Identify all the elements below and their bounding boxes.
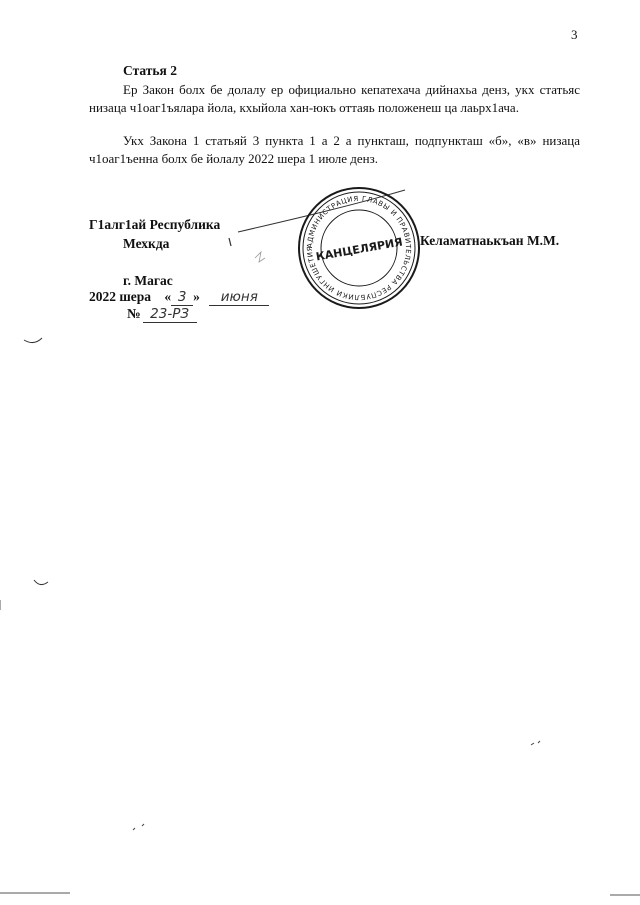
scan-edge-mark — [24, 338, 42, 343]
date-day: 3 — [171, 289, 193, 306]
date-open-quote: « — [164, 289, 172, 304]
stamp-ring-text: АДМИНИСТРАЦИЯ ГЛАВЫ И ПРАВИТЕЛЬСТВА РЕСПУБЛИКИ ИНГУШЕТИЯ — [305, 194, 413, 302]
speck-mark — [531, 741, 540, 745]
number-value: 23-РЗ — [143, 306, 197, 323]
date-prefix: 2022 шера — [89, 289, 152, 304]
signer-title-line1: Г1алг1ай Республика — [89, 217, 221, 232]
official-stamp — [297, 186, 421, 310]
ink-mark — [229, 238, 231, 246]
date-month: июня — [209, 289, 269, 306]
article-heading: Статья 2 — [123, 63, 177, 78]
scan-edge-mark — [34, 580, 48, 585]
speck-mark — [133, 824, 144, 830]
date-close-quote: » — [193, 289, 200, 304]
number-prefix: № — [127, 306, 141, 321]
paragraph-2-text: Укх Закона 1 статьяй 3 пункта 1 а 2 а пункташ, подпункташ «б», «в» низаца ч1оаг1ъенна болх бе йолалу 2022 шера 1 июле денз. — [89, 133, 580, 166]
ink-mark — [255, 252, 265, 262]
stamp-center-text: КАНЦЕЛЯРИЯ — [314, 235, 404, 264]
paragraph-1-text: Ер Закон болх бе долалу ер официально кепатехача дийнахьа денз, укх статьяс низаца ч1оаг1ъялара йола, кхыйола хан-юкъ оттаяь положенеш ца лаьрх1ача. — [89, 82, 580, 115]
page-number: 3 — [571, 27, 578, 42]
signer-title-line2: Мехкда — [123, 236, 170, 251]
city: г. Магас — [123, 273, 173, 288]
signer-name: Келаматнаькъан М.М. — [420, 233, 560, 248]
